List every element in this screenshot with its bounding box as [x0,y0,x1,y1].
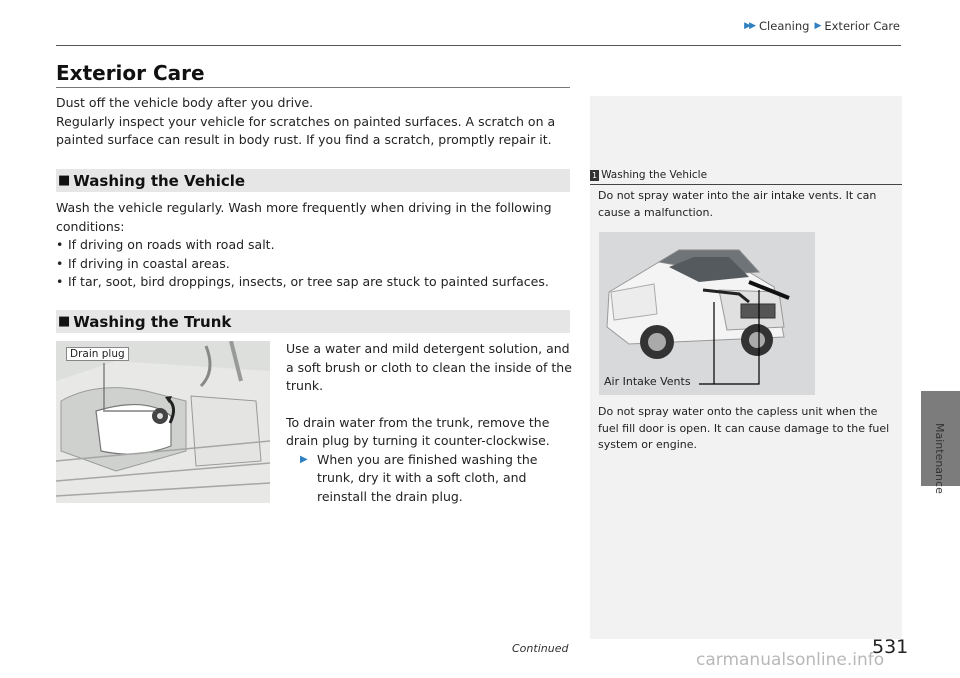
note-title: Washing the Vehicle [601,169,708,181]
header-divider [56,45,901,46]
trunk-drawing [56,341,270,503]
note-text [598,404,896,454]
section-heading-text: Washing the Vehicle [73,171,246,190]
section-heading-text: Washing the Trunk [73,312,232,331]
intro-text [56,94,576,150]
washing-trunk-body [286,340,576,506]
note-paragraph: Do not spray water onto the capless unit when the fuel fill door is open. It can cause damage to the fuel system or engine. [598,405,890,451]
trunk-paragraph: To drain water from the trunk, remove the drain plug by turning it counter-clockwise. [286,414,550,448]
breadcrumb-arrow-icon: ▶▶ [744,21,755,31]
breadcrumb-arrow-icon: ▶ [814,21,820,31]
washing-vehicle-text: Wash the vehicle regularly. Wash more frequently when driving in the following conditions: [56,200,552,234]
note-heading [590,169,707,181]
note-divider [590,184,902,185]
page-number: 531 [872,636,909,658]
trunk-sub-step [286,451,576,507]
truck-drawing [599,232,815,395]
note-text [598,188,893,221]
section-heading-washing-trunk [56,310,570,333]
washing-vehicle-body [56,199,571,292]
condition-list [56,236,571,292]
intro-paragraph: Regularly inspect your vehicle for scratches on painted surfaces. A scratch on a painted surface can result in body rust. If you find a scratch, promptly repair it. [56,113,556,147]
breadcrumb [744,19,900,33]
chapter-tab-label: Maintenance [933,423,946,494]
breadcrumb-item-cleaning[interactable]: Cleaning [759,19,810,33]
note-paragraph: Do not spray water into the air intake vents. It can cause a malfunction. [598,189,877,219]
trunk-illustration [56,341,270,503]
intro-paragraph: Dust off the vehicle body after you drive. [56,95,314,110]
section-heading-washing-vehicle [56,169,570,192]
watermark: carmanualsonline.info [696,650,885,670]
page-title: Exterior Care [56,61,205,85]
list-item: • If tar, soot, bird droppings, insects, or tree sap are stuck to painted surfaces. [56,273,571,292]
truck-illustration [599,232,815,395]
breadcrumb-item-exterior-care[interactable]: Exterior Care [824,19,900,33]
title-divider [56,87,570,88]
step-arrow-icon: ▶ [300,453,308,465]
continued-label: Continued [512,642,569,655]
list-item: • If driving in coastal areas. [56,255,571,274]
drain-plug-label: Drain plug [66,347,129,361]
trunk-paragraph: Use a water and mild detergent solution, and a soft brush or cloth to clean the inside of the trunk. [286,341,572,393]
square-bullet-icon: ■ [58,314,71,329]
air-intake-vents-label: Air Intake Vents [604,375,691,388]
trunk-sub-step-text: When you are finished washing the trunk, dry it with a soft cloth, and reinstall the drain plug. [317,451,538,504]
list-item: • If driving on roads with road salt. [56,236,571,255]
note-number-badge: 1 [592,170,598,180]
square-bullet-icon: ■ [58,173,71,188]
